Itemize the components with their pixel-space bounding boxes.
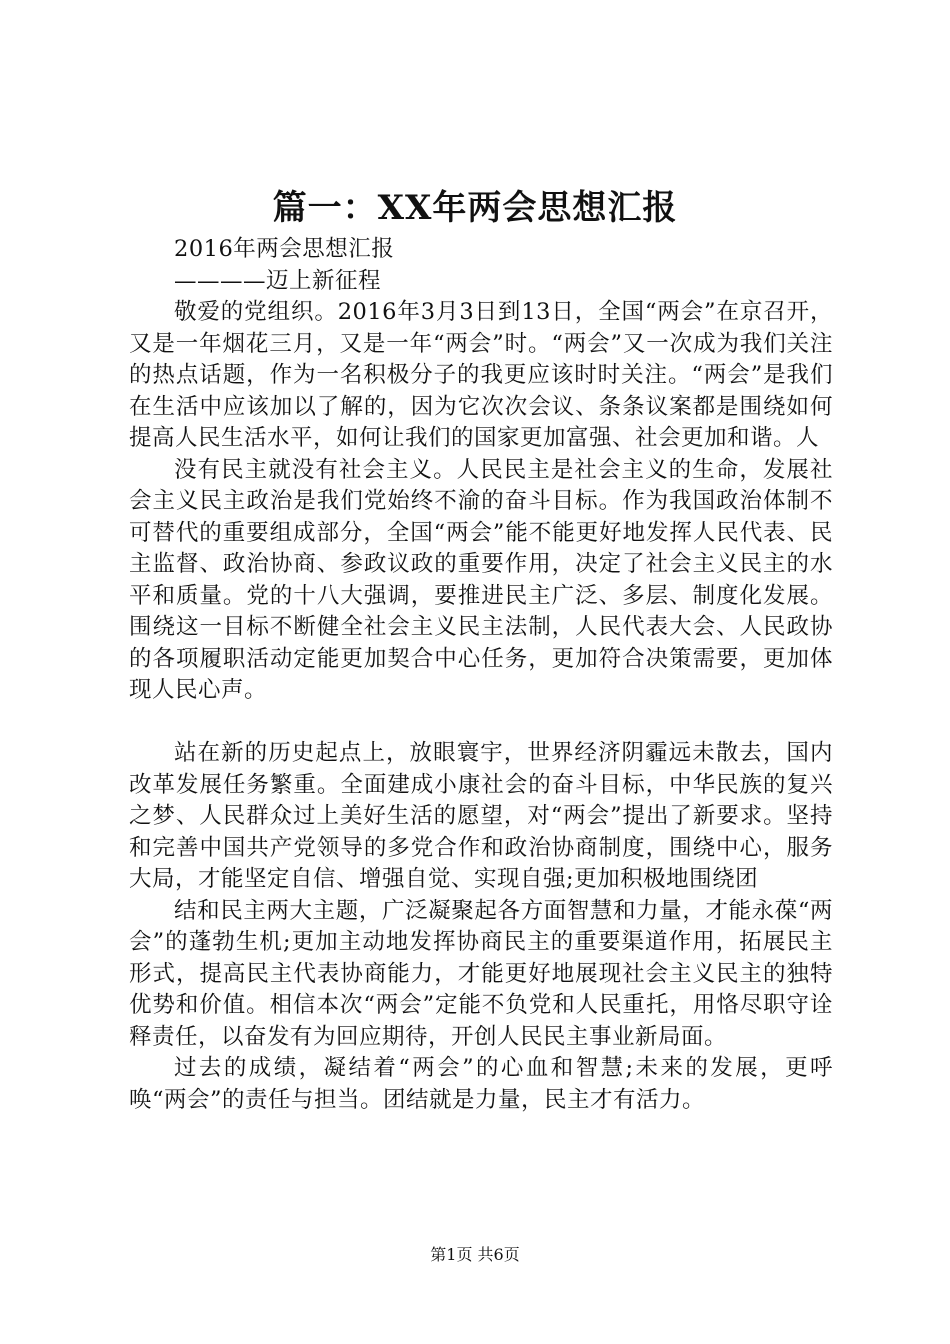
paragraph-tagline: ————迈上新征程 xyxy=(174,267,382,294)
paragraph: 过去的成绩，凝结着“两会”的心血和智慧;未来的发展，更呼唤“两会”的责任与担当。团结就是力量，民主才有活力。 xyxy=(129,1055,833,1113)
paragraph-subtitle: 2016年两会思想汇报 xyxy=(174,236,395,262)
paragraph: 站在新的历史起点上，放眼寰宇，世界经济阴霾远未散去，国内改革发展任务繁重。全面建成小康社会的奋斗目标，中华民族的复兴之梦、人民群众过上美好生活的愿望，对“两会”提出了新要求。坚持和完善中国共产党领导的多党合作和政治协商制度，围绕中心，服务大局，才能坚定自信、增强自觉、实现自强;更加积极地围绕团 xyxy=(129,740,833,892)
document-title: 篇一：XX年两会思想汇报 xyxy=(272,188,678,228)
paragraph: 没有民主就没有社会主义。人民民主是社会主义的生命，发展社会主义民主政治是我们党始终不渝的奋斗目标。作为我国政治体制不可替代的重要组成部分，全国“两会”能不能更好地发挥人民代表、民主监督、政治协商、参政议政的重要作用，决定了社会主义民主的水平和质量。党的十八大强调，要推进民主广泛、多层、制度化发展。围绕这一目标不断健全社会主义民主法制，人民代表大会、人民政协的各项履职活动定能更加契合中心任务，更加符合决策需要，更加体现人民心声。 xyxy=(129,456,833,703)
document-body xyxy=(129,234,833,1116)
page-number-footer: 第1页 共6页 xyxy=(430,1245,520,1264)
paragraph: 结和民主两大主题，广泛凝聚起各方面智慧和力量，才能永葆“两会”的蓬勃生机;更加主动地发挥协商民主的重要渠道作用，拓展民主形式，提高民主代表协商能力，才能更好地展现社会主义民主的独特优势和价值。相信本次“两会”定能不负党和人民重托，用恪尽职守诠释责任，以奋发有为回应期待，开创人民民主事业新局面。 xyxy=(129,897,833,1050)
paragraph: 敬爱的党组织。2016年3月3日到13日，全国“两会”在京召开，又是一年烟花三月，又是一年“两会”时。“两会”又一次成为我们关注的热点话题，作为一名积极分子的我更应该时时关注。“两会”是我们在生活中应该加以了解的，因为它次次会议、条条议案都是围绕如何提高人民生活水平，如何让我们的国家更加富强、社会更加和谐。人 xyxy=(129,299,833,451)
